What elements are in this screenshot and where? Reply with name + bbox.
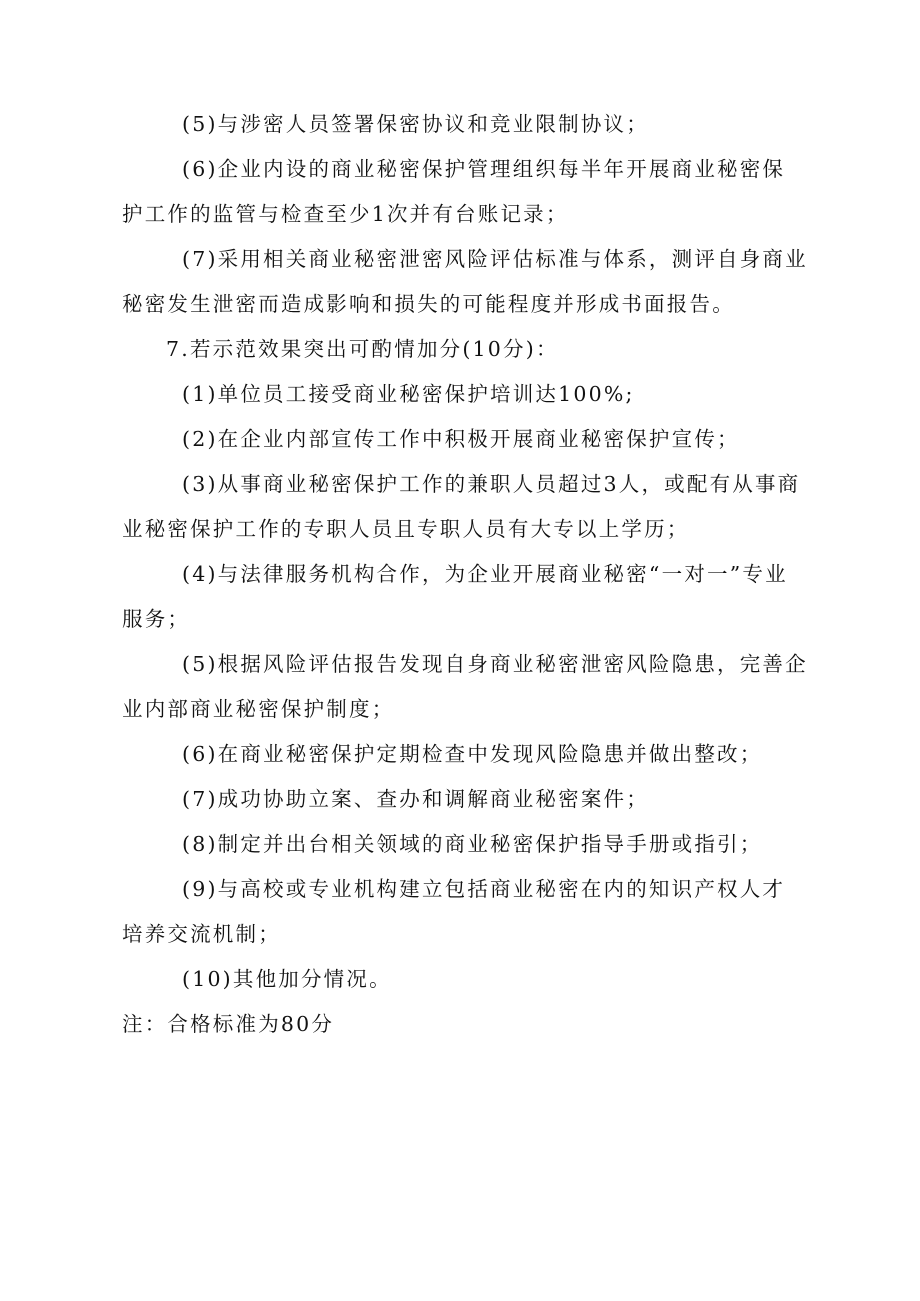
- item-7-1: (1)单位员工接受商业秘密保护培训达100%;: [182, 382, 635, 406]
- section-7-heading: 7.若示范效果突出可酌情加分(10分)：: [166, 337, 559, 361]
- item-7-9: (9)与高校或专业机构建立包括商业秘密在内的知识产权人才: [182, 877, 786, 901]
- item-7-6: (6)在商业秘密保护定期检查中发现风险隐患并做出整改；: [182, 742, 763, 766]
- item-7-7: (7)成功协助立案、查办和调解商业秘密案件；: [182, 787, 649, 811]
- note: 注：合格标准为80分: [122, 1012, 335, 1036]
- item-7-5: (5)根据风险评估报告发现自身商业秘密泄密风险隐患，完善企: [182, 652, 808, 676]
- item-6-6-continuation: 护工作的监管与检查至少1次并有台账记录；: [122, 202, 569, 226]
- item-7-5-continuation: 业内部商业秘密保护制度；: [122, 697, 395, 721]
- item-7-8: (8)制定并出台相关领域的商业秘密保护指导手册或指引；: [182, 832, 763, 856]
- item-7-3: (3)从事商业秘密保护工作的兼职人员超过3人，或配有从事商: [182, 472, 801, 496]
- item-6-7: (7)采用相关商业秘密泄密风险评估标准与体系，测评自身商业: [182, 247, 808, 271]
- item-6-7-continuation: 秘密发生泄密而造成影响和损失的可能程度并形成书面报告。: [122, 292, 735, 316]
- item-7-2: (2)在企业内部宣传工作中积极开展商业秘密保护宣传；: [182, 427, 740, 451]
- item-6-6: (6)企业内设的商业秘密保护管理组织每半年开展商业秘密保: [182, 157, 786, 181]
- item-7-10: (10)其他加分情况。: [182, 967, 392, 991]
- item-7-4: (4)与法律服务机构合作，为企业开展商业秘密“一对一”专业: [182, 562, 788, 586]
- item-7-3-continuation: 业秘密保护工作的专职人员且专职人员有大专以上学历；: [122, 517, 690, 541]
- item-7-9-continuation: 培养交流机制；: [122, 922, 281, 946]
- item-7-4-continuation: 服务；: [122, 607, 191, 631]
- item-6-5: (5)与涉密人员签署保密协议和竞业限制协议；: [182, 112, 649, 136]
